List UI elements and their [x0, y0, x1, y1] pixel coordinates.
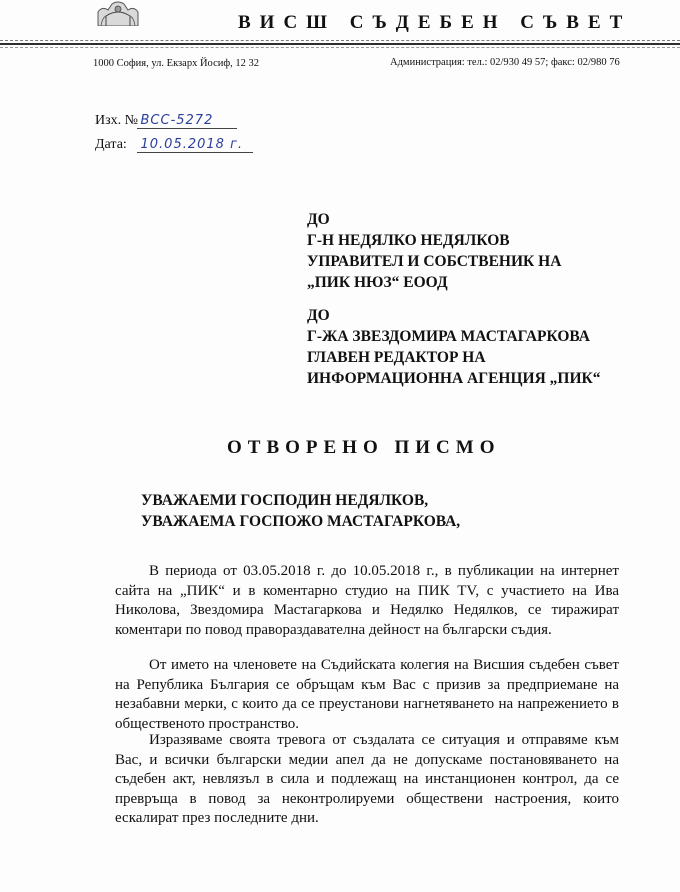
addressee-line: УПРАВИТЕЛ И СОБСТВЕНИК НА [307, 253, 562, 270]
addressee-block [307, 209, 561, 293]
outgoing-number-label: Изх. № [95, 113, 138, 128]
header-rule [0, 40, 680, 41]
addressee-block [307, 305, 601, 389]
salutation-line: УВАЖАЕМИ ГОСПОДИН НЕДЯЛКОВ, [141, 492, 429, 509]
council-name: ВИСШ СЪДЕБЕН СЪВЕТ [238, 12, 632, 33]
salutation [141, 490, 460, 532]
council-address: 1000 София, ул. Екзарх Йосиф, 12 32 [93, 58, 260, 69]
outgoing-number-row [95, 113, 237, 129]
outgoing-number-value: ВСС-5272 [137, 113, 237, 129]
date-value: 10.05.2018 г. [137, 137, 253, 153]
body-paragraph: От името на членовете на Съдийската колегия на Висшия съдебен съвет на Република България се обръщам към Вас с призив за предприемане на незабавни мерки, с които да се преустанови нагнетяването на напрежението в общественото пространство. [115, 657, 619, 732]
date-label: Дата: [95, 137, 127, 152]
addressee-line: Г-ЖА ЗВЕЗДОМИРА МАСТАГАРКОВА [307, 328, 590, 345]
addressee-line: „ПИК НЮЗ“ ЕООД [307, 274, 448, 291]
addressee-to: ДО [307, 211, 330, 228]
header-rule [0, 43, 680, 45]
salutation-line: УВАЖАЕМА ГОСПОЖО МАСТАГАРКОВА, [141, 513, 461, 530]
addressee-line: ИНФОРМАЦИОННА АГЕНЦИЯ „ПИК“ [307, 370, 601, 387]
body-paragraph: В периода от 03.05.2018 г. до 10.05.2018 г., в публикации на интернет сайта на „ПИК“ и в коментарно студио на ПИК TV, с участието на Ива Николова, Звездомира Мастагаркова и Недялко Недялков, се тиражират коментари по повод правораздавателна дейност на български съдия. [115, 563, 619, 638]
addressee-line: ГЛАВЕН РЕДАКТОР НА [307, 349, 486, 366]
admin-contacts: Администрация: тел.: 02/930 49 57; факс: 02/980 76 [390, 57, 620, 68]
date-row [95, 137, 253, 153]
addressee-line: Г-Н НЕДЯЛКО НЕДЯЛКОВ [307, 232, 510, 249]
letter-title: ОТВОРЕНО ПИСМО [227, 437, 501, 458]
header-rule [0, 47, 680, 48]
addressee-to: ДО [307, 307, 330, 324]
coat-of-arms-emblem [92, 0, 144, 26]
body-paragraph: Изразяваме своята тревога от създалата се ситуация и отправяме към Вас, и всички български медии апел да не допускаме постановяването на съдебен акт, невлязъл в сила и подлежащ на инстанционен контрол, да се превръща в повод за неконтролируеми обществени настроения, които ескалират през последните дни. [115, 732, 619, 826]
